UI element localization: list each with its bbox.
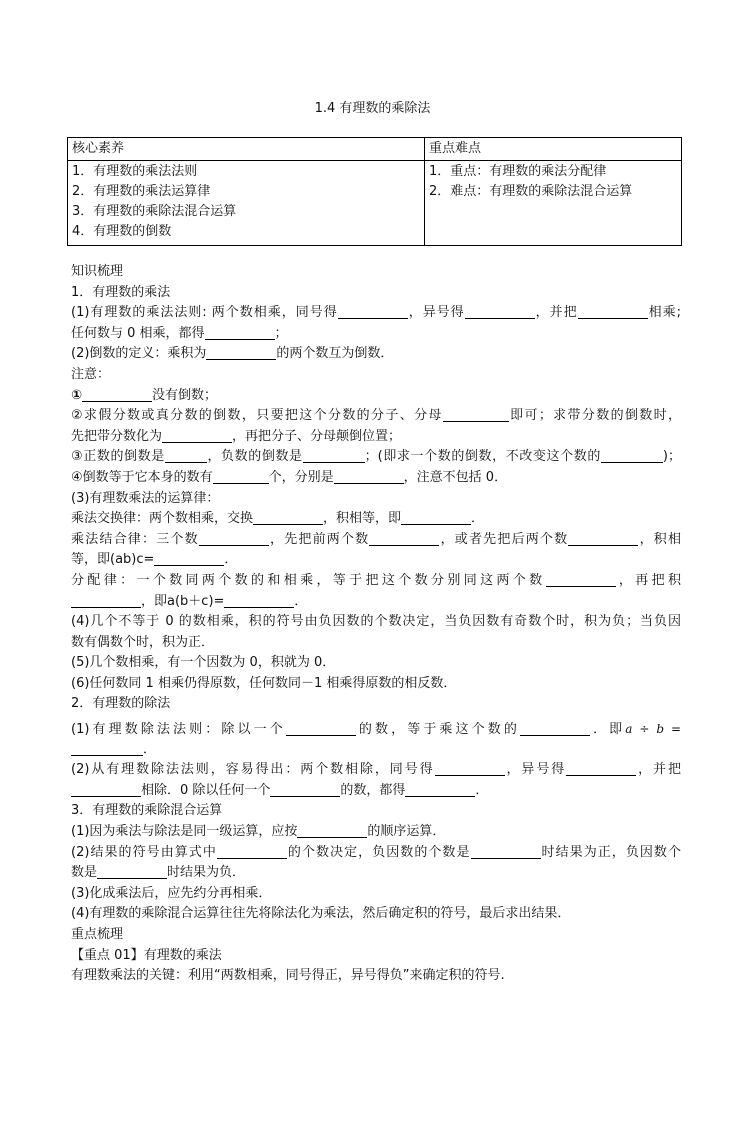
text-line: (2)从有理数除法法则，容易得出：两个数相除，同号得 ，异号得 ，并把 [71,762,681,778]
key-point-heading: 【重点 01】有理数的乘法 [71,947,222,963]
text-line: 注意： [71,366,111,382]
blank [206,345,276,360]
text-line: 等，即(ab)c= ． [71,552,238,568]
blank [154,551,224,566]
blank [162,428,232,443]
content-body [71,262,681,987]
key-item: 1．重点：有理数的乘法分配律 [429,164,607,179]
blank [566,761,636,776]
text-line: ① 没有倒数； [71,387,218,403]
blank [601,448,663,463]
blank [253,510,323,525]
text-line: 分配律：一个数同两个数的和相乘，等于把这个数分别同这两个数 ，再把积 [71,572,681,588]
blank [270,782,340,797]
page-title: 1.4 有理数的乘除法 [314,101,431,116]
core-item: 3．有理数的乘除法混合运算 [72,204,237,219]
blank [71,593,141,608]
text-line: 先把带分数化为 ，再把分子、分母颠倒位置； [71,428,402,444]
blank [286,721,356,736]
blank [471,844,541,859]
blank [213,469,269,484]
blank [435,761,505,776]
text-line: (1)有理数除法法则：除以一个 的数，等于乘这个数的 ．即a ÷ b = [71,722,682,738]
section-heading: 知识梳理 [71,264,124,279]
core-item: 2．有理数的乘法运算律 [72,184,211,199]
blank [224,593,294,608]
blank [165,448,207,463]
blank [199,531,269,546]
blank [568,531,638,546]
text-line: (2)倒数的定义：乘积为 的两个数互为倒数． [71,346,394,362]
text-line: ④倒数等于它本身的数有 个，分别是 ，注意不包括 0． [71,469,508,485]
blank [303,448,365,463]
text-line: ③正数的倒数是 ，负数的倒数是 ；(即求一个数的倒数，不改变这个数的 )； [71,449,681,465]
core-item: 4．有理数的倒数 [72,224,172,239]
blank [217,844,287,859]
division-formula: a ÷ b = [625,722,682,737]
blank [578,304,648,319]
blank [97,864,167,879]
table-header-key: 重点难点 [425,138,682,161]
section-heading: 3．有理数的乘除混合运算 [71,803,223,819]
text-line: (3)化成乘法后，应先约分再相乘． [71,885,272,901]
blank [546,572,616,587]
blank [401,510,471,525]
text-line: (1)因为乘法与除法是同一级运算，应按 的顺序运算． [71,824,446,840]
text-line: ． [71,740,681,761]
blank [71,741,143,756]
text-line: 数是 时结果为负． [71,865,246,881]
text-line: ②求假分数或真分数的倒数，只要把这个分数的分子、分母 即可；求带分数的倒数时， [71,408,681,424]
text-line: (4)几个不等于 0 的数相乘，积的符号由负因数的个数决定，当负因数有奇数个时，积为负；当负因 [71,614,681,630]
blank [82,387,152,402]
blank [465,304,535,319]
text-line: 乘法结合律：三个数 ，先把前两个数 ，或者先把后两个数 ，积相 [71,531,681,547]
section-heading: 1．有理数的乘法 [71,284,171,300]
text-line: (1)有理数的乘法法则: 两个数相乘，同号得 ，异号得 ，并把 相乘; [71,305,681,321]
text-line: (6)任何数同 1 相乘仍得原数，任何数同－1 相乘得原数的相反数． [71,675,457,691]
blank [338,304,408,319]
blank [71,782,141,797]
key-item: 2．难点：有理数的乘除法混合运算 [429,184,633,199]
text-line: 有理数乘法的关键：利用“两数相乘，同号得正，异号得负”来确定积的符号. [71,968,505,984]
blank [297,823,367,838]
text-line: (5)几个数相乘，有一个因数为 0，积就为 0． [71,655,336,671]
table-cell-key [425,161,682,246]
table-header-core: 核心素养 [68,138,425,161]
text-line: (2)结果的符号由算式中 的个数决定，负因数的个数是 时结果为正，负因数个 [71,844,681,860]
blank [205,325,275,340]
blank [369,531,439,546]
text-line: 任何数与 0 相乘，都得 ； [71,325,288,341]
table-cell-core [68,161,425,246]
text-line: (4)有理数的乘除混合运算往往先将除法化为乘法，然后确定积的符号，最后求出结果． [71,906,571,922]
text-line: ，即a(b＋c)= ． [71,592,681,613]
blank [443,407,509,422]
text-line: (3)有理数乘法的运算律： [71,490,220,506]
section-heading: 2．有理数的除法 [71,696,171,712]
text-line: 乘法交换律：两个数相乘，交换 ，积相等，即 ． [71,511,485,527]
summary-table [67,137,682,246]
text-line: 相除．0 除以任何一个 的数，都得 ． [71,781,681,802]
core-item: 1．有理数的乘法法则 [72,164,198,179]
blank [405,782,475,797]
section-heading: 重点梳理 [71,927,124,942]
blank [334,469,404,484]
blank [520,721,590,736]
text-line: 数有偶数个时，积为正． [71,634,215,650]
